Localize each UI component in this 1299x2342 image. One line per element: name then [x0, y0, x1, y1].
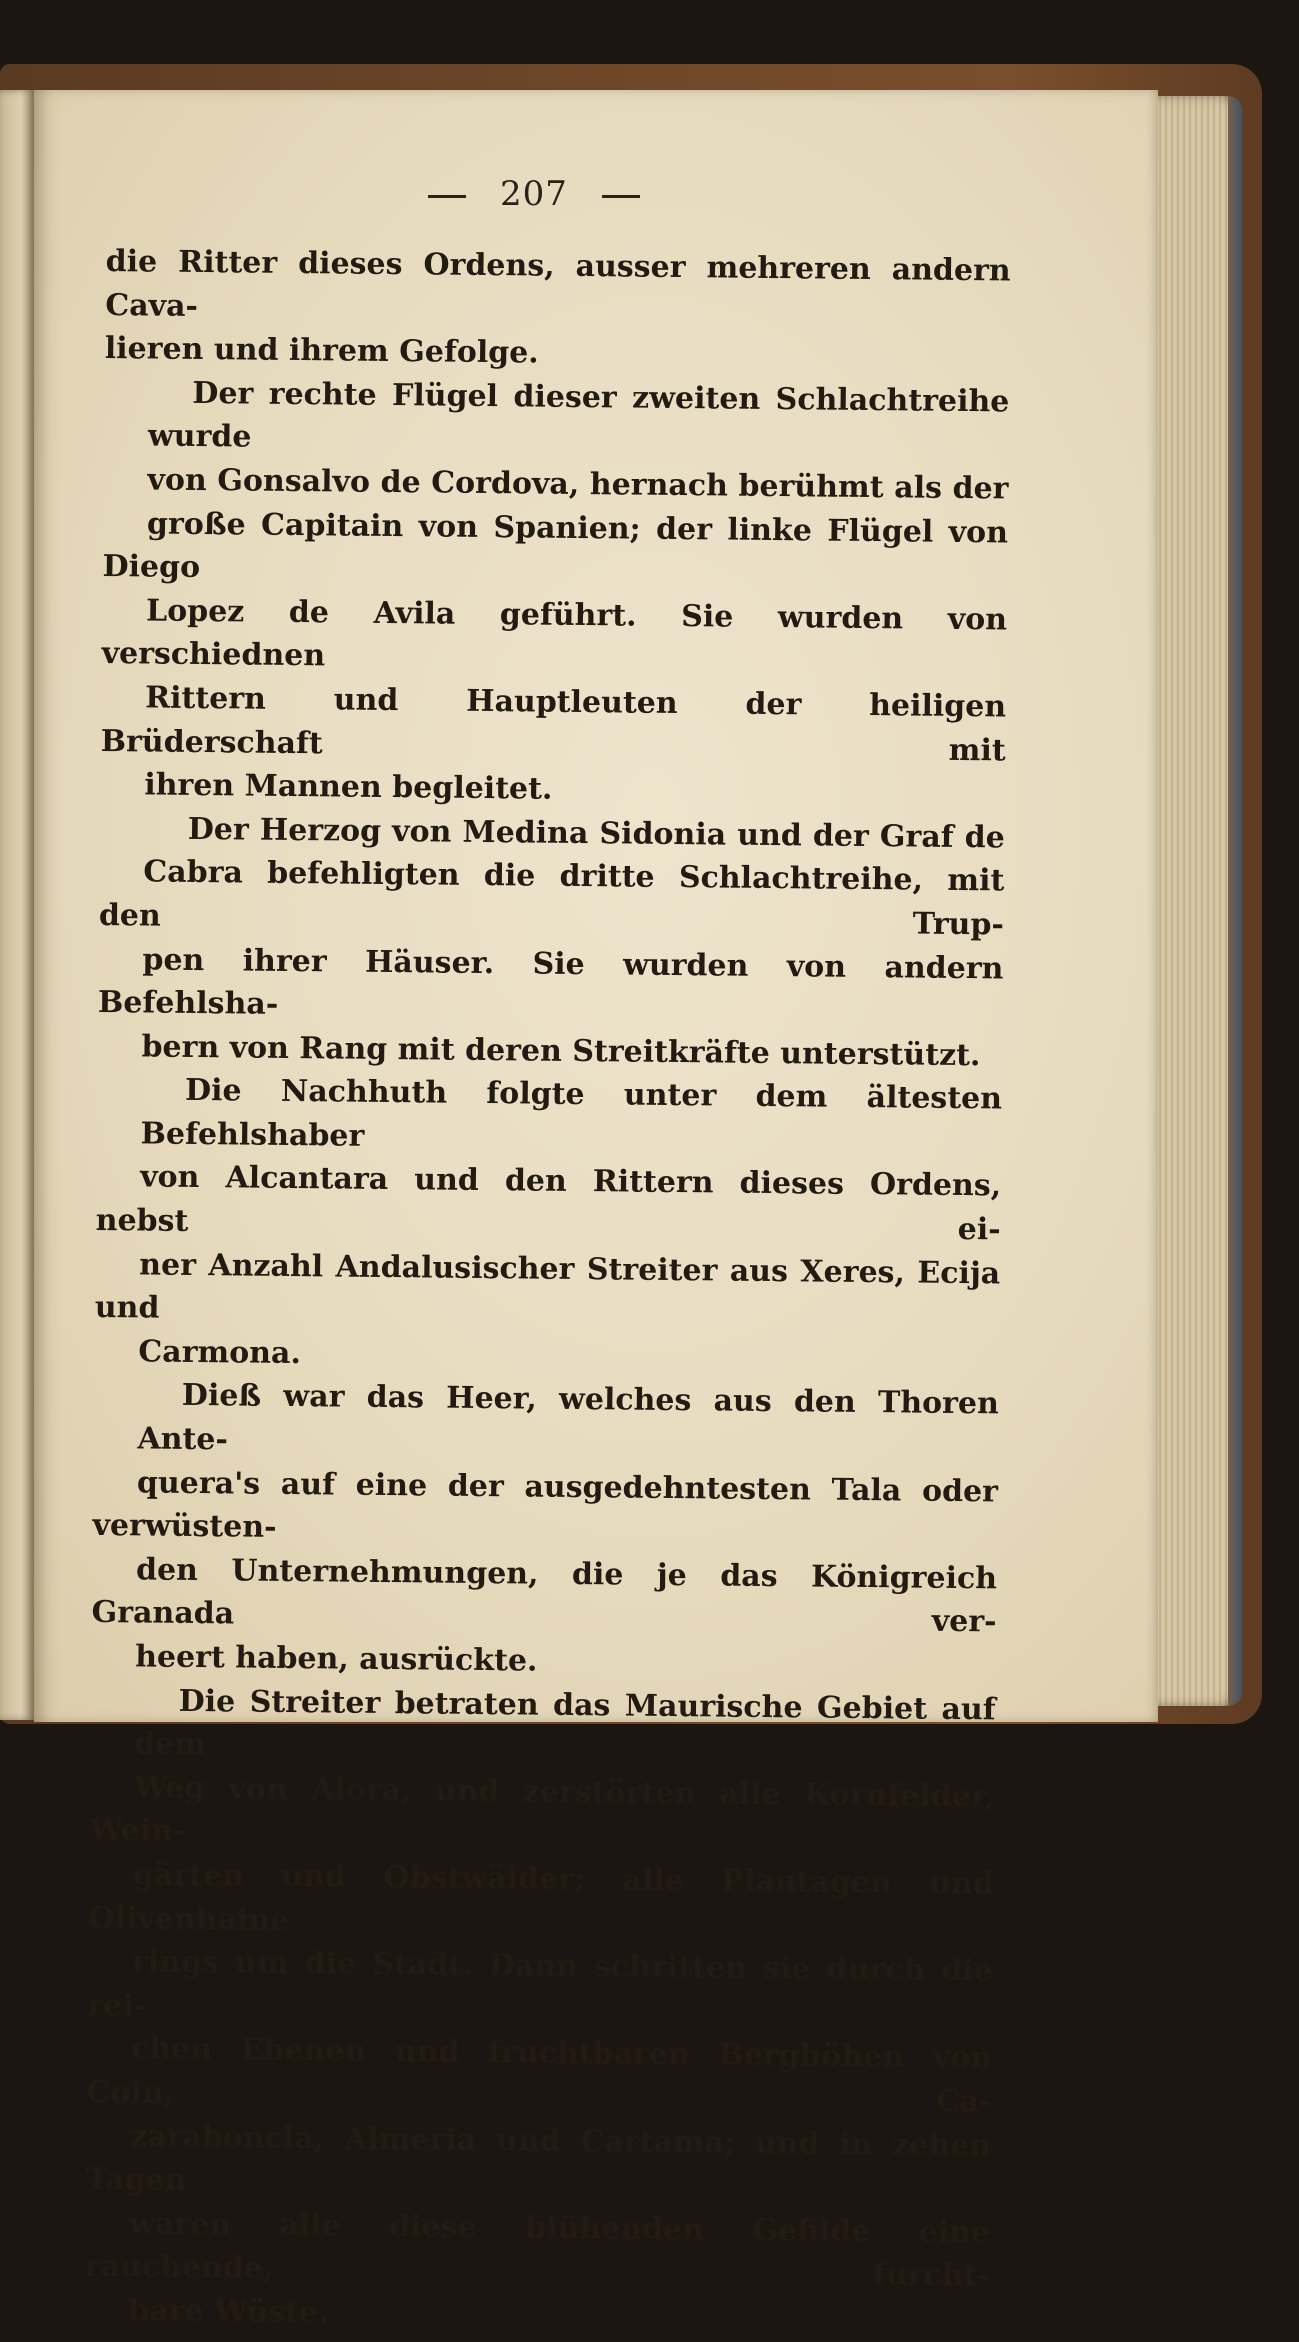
text-line: zaraboncla, Almeria und Cartama; und in zehen Tagen — [85, 2118, 992, 2199]
page-number-header — [34, 174, 1034, 214]
text-line: Die Nachhuth folgte unter dem ältesten Befehlshaber — [140, 1073, 1003, 1154]
text-line: Carmona. — [138, 1334, 302, 1371]
text-line: Der rechte Flügel dieser zweiten Schlachtreihe wurde — [147, 375, 1010, 455]
text-line: chen Ebenen und fruchtbaren Berghöhen von Coin, Ca- — [86, 2031, 993, 2120]
text-line: Die Streiter betraten das Maurische Gebiet auf dem — [134, 1683, 996, 1763]
book-page — [34, 90, 1158, 2331]
text-line: lieren und ihrem Gefolge. — [104, 331, 539, 371]
text-line: große Capitain von Spanien; der linke Flügel von Diego — [102, 506, 1009, 586]
paragraph — [94, 1068, 1002, 1383]
header-dash-right — [602, 195, 640, 198]
text-line: von Alcantara und den Rittern dieses Ordens, nebst ei- — [95, 1159, 1002, 1248]
paragraph — [91, 1373, 999, 1688]
text-line: Lopez de Avila geführt. Sie wurden von verschiednen — [101, 593, 1008, 674]
text-line: bare Wüste. — [128, 2293, 329, 2331]
text-line: Der Herzog von Medina Sidonia und der Graf de — [187, 811, 1005, 856]
paragraph — [105, 240, 1011, 380]
paragraph — [97, 807, 1005, 1078]
paragraph — [100, 371, 1010, 816]
text-line: pen ihrer Häuser. Sie wurden von andern Befehlsha- — [97, 941, 1004, 1022]
facing-page-edge — [0, 90, 34, 1720]
text-line: Cabra befehligten die dritte Schlachtreihe, mit den Trup- — [98, 854, 1005, 943]
text-line: bern von Rang mit deren Streitkräfte unterstützt. — [141, 1029, 981, 1073]
text-line: Weg von Alora, und zerstörten alle Kornfelder, Wein- — [89, 1770, 995, 1850]
text-line: Rittern und Hauptleuten der heiligen Brüderschaft mit — [100, 680, 1007, 768]
text-line: die Ritter dieses Ordens, ausser mehreren andern Cava- — [105, 243, 1011, 324]
text-line: heert haben, ausrückte. — [134, 1639, 538, 1679]
text-line: den Unternehmungen, die je das Königreich Granada ver- — [91, 1552, 998, 1640]
text-line: ner Anzahl Andalusischer Streiter aus Xeres, Ecija und — [94, 1247, 1001, 1326]
page-text — [84, 240, 1011, 2342]
text-line: quera's auf eine der ausgedehntesten Tala oder verwüsten- — [92, 1465, 999, 1546]
text-line: ihren Mannen begleitet. — [144, 767, 553, 807]
header-dash-left — [428, 195, 466, 198]
text-line: Dieß war das Heer, welches aus den Thoren Ante- — [137, 1378, 1000, 1458]
page-number: 207 — [500, 174, 568, 214]
text-line: waren alle diese blühenden Gefilde eine rauchende, furcht- — [84, 2206, 991, 2294]
text-line: von Gonsalvo de Cordova, hernach berühmt als der — [147, 462, 1009, 507]
paragraph — [84, 1679, 996, 2342]
page-block-edge — [1150, 96, 1242, 1706]
text-line: rings um die Stadt. Dann schritten sie durch die rei- — [87, 1944, 994, 2024]
text-line: gärten und Obstwälder; alle Plantagen und Olivenhaine — [88, 1857, 995, 1938]
